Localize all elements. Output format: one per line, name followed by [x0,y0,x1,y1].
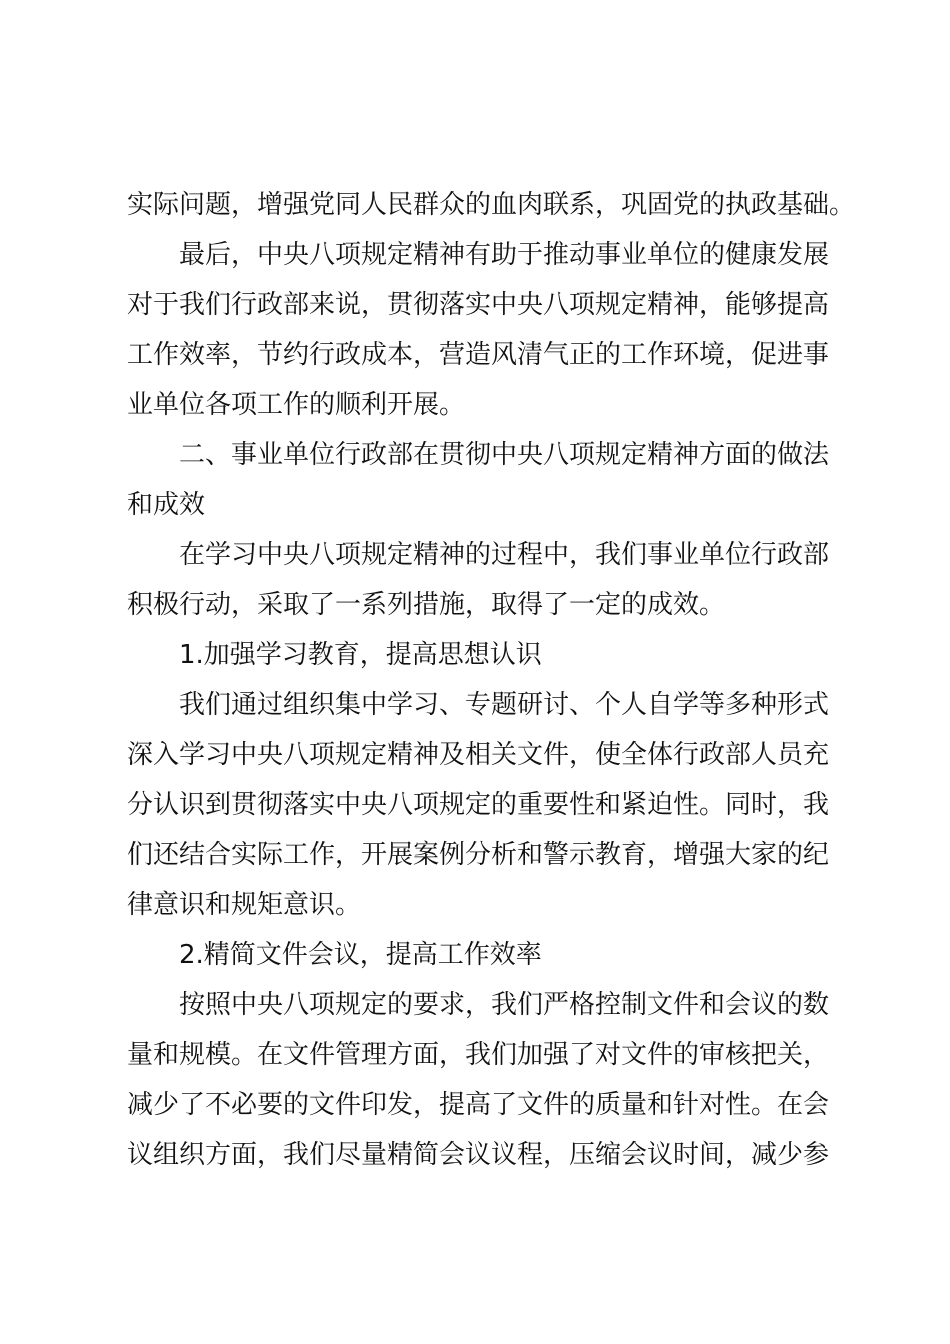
section-heading-line-1: 二、事业单位行政部在贯彻中央八项规定精神方面的做法 [179,440,830,470]
text-line-14: 们还结合实际工作，开展案例分析和警示教育，增强大家的纪 [127,840,830,870]
document-body [127,180,856,1180]
text-line-2: 最后，中央八项规定精神有助于推动事业单位的健康发展 [179,240,830,270]
text-line-11: 我们通过组织集中学习、专题研讨、个人自学等多种形式 [179,690,830,720]
text-line-15: 律意识和规矩意识。 [127,890,362,920]
text-line-5: 业单位各项工作的顺利开展。 [127,390,466,420]
text-line-1: 实际问题，增强党同人民群众的血肉联系，巩固党的执政基础。 [127,190,856,220]
text-line-18: 量和规模。在文件管理方面，我们加强了对文件的审核把关， [127,1040,830,1070]
text-line-9: 积极行动，采取了一系列措施，取得了一定的成效。 [127,590,726,620]
text-line-13: 分认识到贯彻落实中央八项规定的重要性和紧迫性。同时，我 [127,790,830,820]
text-line-4: 工作效率，节约行政成本，营造风清气正的工作环境，促进事 [127,340,830,370]
text-line-3: 对于我们行政部来说，贯彻落实中央八项规定精神，能够提高 [127,290,830,320]
subheading-2: 2.精简文件会议，提高工作效率 [179,940,542,970]
text-line-20: 议组织方面，我们尽量精简会议议程，压缩会议时间，减少参 [127,1140,830,1170]
text-line-17: 按照中央八项规定的要求，我们严格控制文件和会议的数 [179,990,830,1020]
text-line-12: 深入学习中央八项规定精神及相关文件，使全体行政部人员充 [127,740,830,770]
section-heading-line-2: 和成效 [127,490,206,520]
text-line-19: 减少了不必要的文件印发，提高了文件的质量和针对性。在会 [127,1090,830,1120]
subheading-1: 1.加强学习教育，提高思想认识 [179,640,542,670]
text-line-8: 在学习中央八项规定精神的过程中，我们事业单位行政部 [179,540,830,570]
